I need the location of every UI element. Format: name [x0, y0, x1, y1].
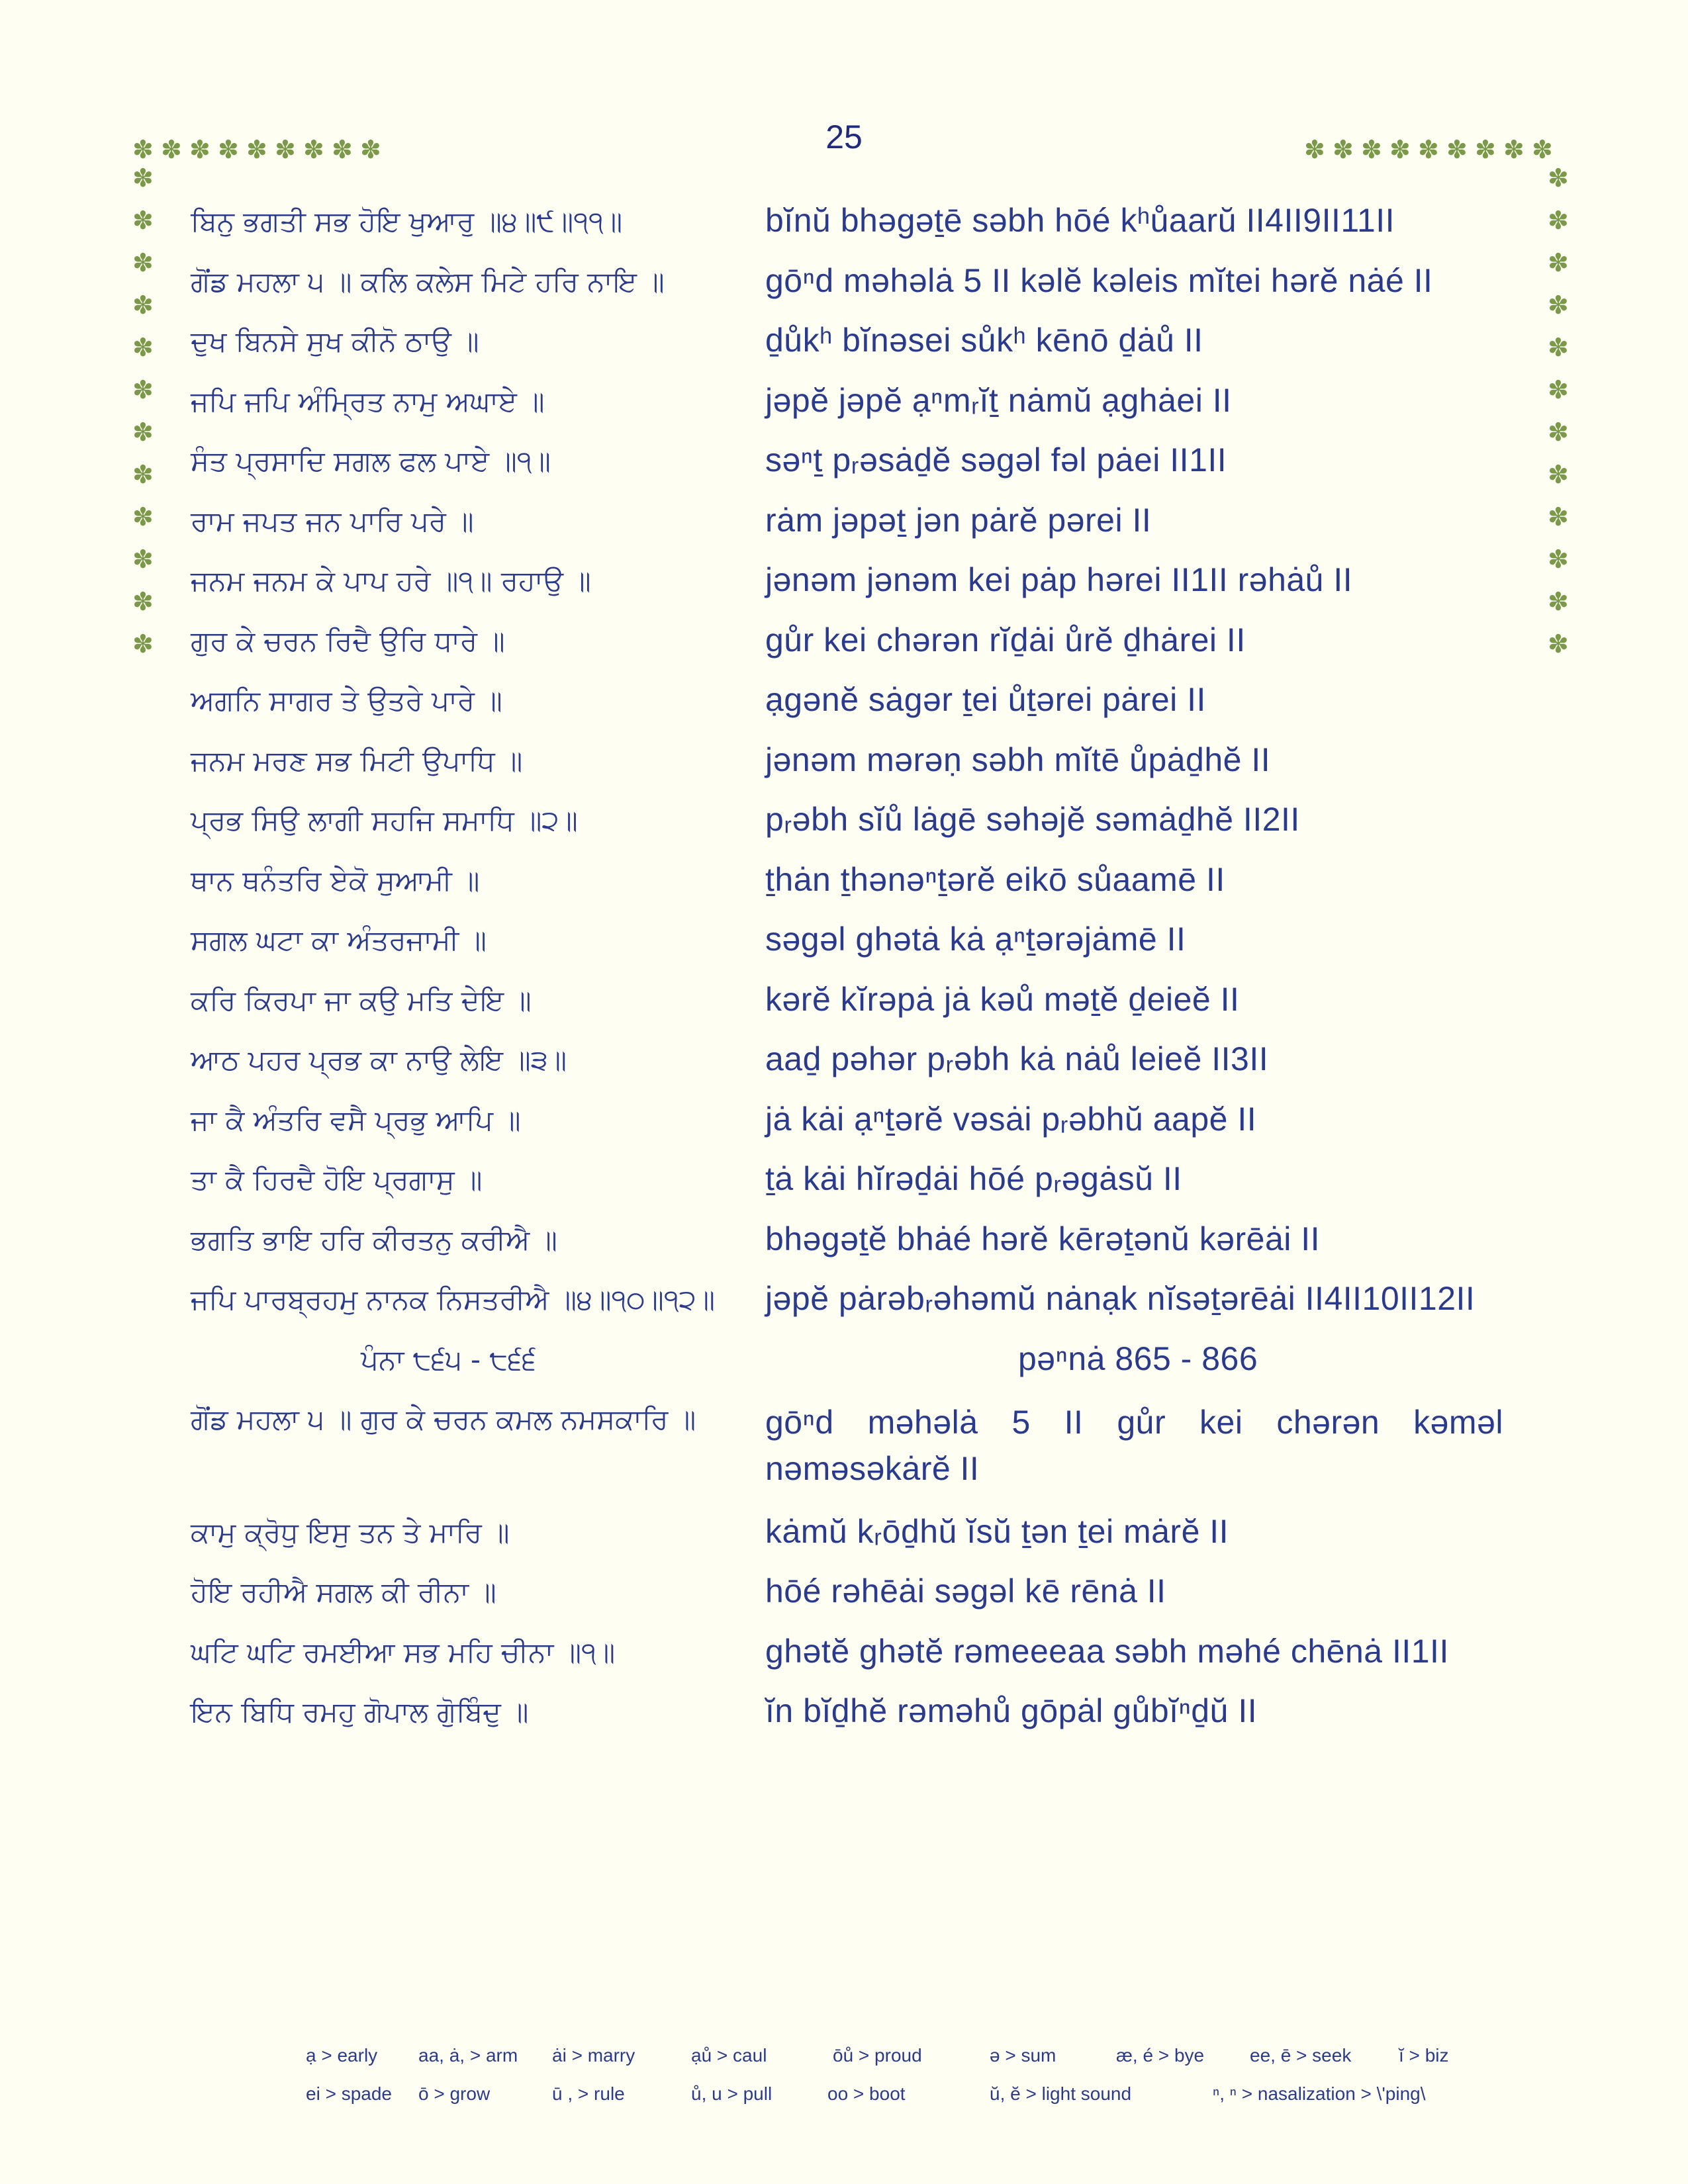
verse-line	[0, 981, 1688, 1037]
gurmukhi-text: ਇਨ ਬਿਧਿ ਰਮਹੁ ਗੋਪਾਲ ਗੋੁਬਿੰਦੁ ॥	[191, 1696, 529, 1728]
flower-ornament-icon: ✽	[1548, 248, 1569, 277]
flower-ornament-icon: ✽	[132, 291, 154, 320]
legend-item: aa, ȧ, > arm	[418, 2045, 518, 2066]
verse-line	[0, 1101, 1688, 1157]
gurmukhi-text: ਗੁਰ ਕੇ ਚਰਨ ਰਿਦੈ ਉਰਿ ਧਾਰੇ ॥	[191, 625, 505, 657]
flower-ornament-icon: ✽	[132, 206, 154, 235]
transliteration-text: ạgənĕ sȧgər ṯei ůṯərei pȧrei II	[765, 681, 1206, 718]
flower-ornament-icon: ✽	[1548, 460, 1569, 489]
gurmukhi-text: ਜਾ ਕੈ ਅੰਤਰਿ ਵਸੈ ਪ੍ਰਭੁ ਆਪਿ ॥	[191, 1104, 521, 1136]
flower-ornament-icon: ✽	[189, 135, 211, 164]
verse-line	[0, 1692, 1688, 1749]
flower-ornament-icon: ✽	[1475, 135, 1496, 164]
transliteration-text: gōⁿd məhəlȧ 5 II kəlĕ kəleis mĭtei hərĕ nȧé II	[765, 262, 1433, 299]
flower-ornament-icon: ✽	[218, 135, 239, 164]
verse-line	[0, 202, 1688, 258]
transliteration-text: bĭnŭ bhəgəṯē səbh hōé kʰůaarŭ II4II9II11II	[765, 202, 1395, 239]
flower-ornament-icon: ✽	[161, 135, 182, 164]
gurmukhi-text: ਜਨਮ ਮਰਣ ਸਭ ਮਿਟੀ ਉਪਾਧਿ ॥	[191, 745, 523, 777]
verse-line	[0, 921, 1688, 977]
legend-item: ū , > rule	[552, 2083, 625, 2104]
flower-ornament-icon: ✽	[1532, 135, 1553, 164]
gurmukhi-text: ਤਾ ਕੈ ਹਿਰਦੈ ਹੋਇ ਪ੍ਰਗਾਸੁ ॥	[191, 1163, 483, 1196]
transliteration-text: ĭn bĭḏhĕ rəməhů gōpȧl gůbĭⁿḏŭ II	[765, 1692, 1258, 1729]
flower-ornament-icon: ✽	[132, 629, 154, 659]
flower-ornament-icon: ✽	[1548, 629, 1569, 659]
flower-ornament-icon: ✽	[1304, 135, 1325, 164]
transliteration-text: jənəm jənəm kei pȧp hərei II1II rəhȧů II	[765, 561, 1353, 598]
gurmukhi-text: ਘਟਿ ਘਟਿ ਰਮਈਆ ਸਭ ਮਹਿ ਚੀਨਾ ॥੧॥	[191, 1636, 616, 1668]
flower-ornament-icon: ✽	[1548, 587, 1569, 616]
verse-line	[0, 1633, 1688, 1689]
flower-ornament-icon: ✽	[275, 135, 296, 164]
verse-line	[0, 681, 1688, 737]
legend-item: ə > sum	[990, 2045, 1056, 2066]
verse-line	[0, 441, 1688, 498]
gurmukhi-text: ਥਾਨ ਥਨੰਤਰਿ ਏਕੋ ਸੁਆਮੀ ॥	[191, 864, 480, 897]
flower-ornament-icon: ✽	[132, 248, 154, 277]
transliteration-text: kərĕ kĭrəpȧ jȧ kəů məṯĕ ḏeieĕ II	[765, 981, 1240, 1018]
legend-item: ōů > proud	[833, 2045, 922, 2066]
flower-ornament-icon: ✽	[1361, 135, 1382, 164]
flower-ornament-icon: ✽	[132, 163, 154, 193]
flower-ornament-icon: ✽	[1548, 206, 1569, 235]
flower-ornament-icon: ✽	[1503, 135, 1524, 164]
verse-line	[0, 801, 1688, 857]
gurmukhi-text: ਜਨਮ ਜਨਮ ਕੇ ਪਾਪ ਹਰੇ ॥੧॥ ਰਹਾਉ ॥	[191, 565, 591, 597]
flower-ornament-icon: ✽	[1548, 333, 1569, 362]
flower-ornament-icon: ✽	[303, 135, 324, 164]
flower-ornament-icon: ✽	[1548, 375, 1569, 404]
gurmukhi-text: ਆਠ ਪਹਰ ਪ੍ਰਭ ਕਾ ਨਾਉ ਲੇਇ ॥੩॥	[191, 1044, 567, 1076]
flower-ornament-icon: ✽	[132, 135, 154, 164]
verse-line	[0, 621, 1688, 678]
legend-item: ạů > caul	[691, 2045, 767, 2066]
transliteration-text: pəⁿnȧ 865 - 866	[1018, 1340, 1258, 1377]
gurmukhi-text: ਗੋਂਡ ਮਹਲਾ ੫ ॥ ਗੁਰ ਕੇ ਚਰਨ ਕਮਲ ਨਮਸਕਾਰਿ ॥	[191, 1403, 696, 1435]
legend-item: æ, é > bye	[1116, 2045, 1205, 2066]
gurmukhi-text: ਪ੍ਰਭ ਸਿਉ ਲਾਗੀ ਸਹਜਿ ਸਮਾਧਿ ॥੨॥	[191, 804, 578, 837]
gurmukhi-text: ਅਗਨਿ ਸਾਗਰ ਤੇ ਉਤਰੇ ਪਾਰੇ ॥	[191, 684, 502, 717]
gurmukhi-text: ਪੰਨਾ ੮੬੫ - ੮੬੬	[361, 1343, 536, 1376]
verse-line	[0, 1572, 1688, 1629]
gurmukhi-text: ਸਗਲ ਘਟਾ ਕਾ ਅੰਤਰਜਾਮੀ ॥	[191, 924, 487, 956]
gurmukhi-text: ਹੋਇ ਰਹੀਐ ਸਗਲ ਕੀ ਰੀਨਾ ॥	[191, 1576, 496, 1608]
gurmukhi-text: ਕਾਮੁ ਕ੍ਰੋਧੁ ਇਸੁ ਤਨ ਤੇ ਮਾਰਿ ॥	[191, 1516, 510, 1549]
legend-item: ee, ē > seek	[1250, 2045, 1352, 2066]
verse-line	[0, 1403, 1688, 1487]
verse-line	[0, 1040, 1688, 1097]
transliteration-text: jəpĕ pȧrəbᵣəhəmŭ nȧnạk nĭsəṯərēȧi II4II10II12II	[765, 1280, 1476, 1317]
legend-item: ĭ > biz	[1399, 2045, 1449, 2066]
legend-item: ō > grow	[418, 2083, 491, 2104]
flower-ornament-icon: ✽	[132, 333, 154, 362]
transliteration-text: aaḏ pəhər pᵣəbh kȧ nȧů leieĕ II3II	[765, 1040, 1269, 1077]
gurmukhi-text: ਗੋਂਡ ਮਹਲਾ ੫ ॥ ਕਲਿ ਕਲੇਸ ਮਿਟੇ ਹਰਿ ਨਾਇ ॥	[191, 265, 665, 298]
verse-line	[0, 262, 1688, 318]
legend-item: oo > boot	[827, 2083, 906, 2104]
verse-line	[0, 861, 1688, 917]
verse-line	[0, 1160, 1688, 1216]
verse-line	[0, 502, 1688, 558]
gurmukhi-text: ਦੁਖ ਬਿਨਸੇ ਸੁਖ ਕੀਨੋ ਠਾਉ ॥	[191, 325, 479, 357]
flower-ornament-icon: ✽	[246, 135, 267, 164]
verse-line	[0, 1513, 1688, 1569]
transliteration-text: kȧmŭ kᵣōḏhŭ ĭsŭ ṯən ṯei mȧrĕ II	[765, 1513, 1229, 1550]
transliteration-text: səgəl ghətȧ kȧ ạⁿṯərəjȧmē II	[765, 921, 1186, 958]
gurmukhi-text: ਬਿਨੁ ਭਗਤੀ ਸਭ ਹੋਇ ਖੁਆਰੁ ॥੪॥੯॥੧੧॥	[191, 205, 623, 238]
transliteration-text: ḏůkʰ bĭnəsei sůkʰ kēnō ḏȧů II	[765, 322, 1203, 359]
transliteration-text: ṯhȧn ṯhənəⁿṯərĕ eikō sůaamē II	[765, 861, 1225, 898]
transliteration-text: səⁿṯ pᵣəsȧḏĕ səgəl fəl pȧei II1II	[765, 441, 1227, 478]
legend-item: ů, u > pull	[691, 2083, 773, 2104]
transliteration-text: jəpĕ jəpĕ ạⁿmᵣĭṯ nȧmŭ ạghȧei II	[765, 382, 1232, 419]
flower-ornament-icon: ✽	[132, 545, 154, 574]
transliteration-text: hōé rəhēȧi səgəl kē rēnȧ II	[765, 1572, 1166, 1610]
gurmukhi-text: ਸੰਤ ਪ੍ਰਸਾਦਿ ਸਗਲ ਫਲ ਪਾਏ ॥੧॥	[191, 445, 551, 477]
legend-item: ạ > early	[306, 2045, 378, 2066]
gurmukhi-text: ਕਰਿ ਕਿਰਪਾ ਜਾ ਕਉ ਮਤਿ ਦੇਇ ॥	[191, 984, 532, 1017]
verse-line	[0, 1220, 1688, 1277]
verse-line	[0, 741, 1688, 797]
page-number: 25	[825, 118, 863, 156]
flower-ornament-icon: ✽	[1389, 135, 1411, 164]
flower-ornament-icon: ✽	[332, 135, 353, 164]
verse-line	[0, 322, 1688, 378]
legend-item: ŭ, ĕ > light sound	[990, 2083, 1132, 2104]
flower-ornament-icon: ✽	[1446, 135, 1468, 164]
flower-ornament-icon: ✽	[1548, 291, 1569, 320]
legend-item: ȧi > marry	[552, 2045, 635, 2066]
flower-ornament-icon: ✽	[132, 587, 154, 616]
flower-ornament-icon: ✽	[360, 135, 381, 164]
page-reference	[0, 1340, 1688, 1396]
transliteration-text: pᵣəbh sĭů lȧgē səhəjĕ səmȧḏhĕ II2II	[765, 801, 1300, 838]
gurmukhi-text: ਜਪਿ ਪਾਰਬ੍ਰਹਮੁ ਨਾਨਕ ਨਿਸਤਰੀਐ ॥੪॥੧੦॥੧੨॥	[191, 1283, 716, 1316]
legend-item: ⁿ, ⁿ > nasalization > \'ping\	[1213, 2083, 1426, 2104]
transliteration-text: jȧ kȧi ạⁿṯərĕ vəsȧi pᵣəbhŭ aapĕ II	[765, 1101, 1257, 1138]
flower-ornament-icon: ✽	[132, 502, 154, 531]
legend-item: ei > spade	[306, 2083, 392, 2104]
flower-ornament-icon: ✽	[132, 460, 154, 489]
verse-line	[0, 561, 1688, 617]
transliteration-text: rȧm jəpəṯ jən pȧrĕ pərei II	[765, 502, 1152, 539]
flower-ornament-icon: ✽	[1333, 135, 1354, 164]
flower-ornament-icon: ✽	[1418, 135, 1439, 164]
flower-ornament-icon: ✽	[132, 375, 154, 404]
verse-line	[0, 382, 1688, 438]
flower-ornament-icon: ✽	[1548, 545, 1569, 574]
transliteration-text: gůr kei chərən rĭḏȧi ůrĕ ḏhȧrei II	[765, 621, 1246, 659]
transliteration-text: ṯȧ kȧi hĭrəḏȧi hōé pᵣəgȧsŭ II	[765, 1160, 1182, 1197]
flower-ornament-icon: ✽	[1548, 163, 1569, 193]
flower-ornament-icon: ✽	[1548, 502, 1569, 531]
flower-ornament-icon: ✽	[1548, 418, 1569, 447]
gurmukhi-text: ਜਪਿ ਜਪਿ ਅੰਮ੍ਰਿਤ ਨਾਮੁ ਅਘਾਏ ॥	[191, 385, 545, 418]
transliteration-text: gōⁿd məhəlȧ 5 II gůr kei chərən kəməl nəməsəkȧrĕ II	[765, 1404, 1503, 1487]
gurmukhi-text: ਭਗਤਿ ਭਾਇ ਹਰਿ ਕੀਰਤਨੁ ਕਰੀਐ ॥	[191, 1224, 557, 1256]
transliteration-text: bhəgəṯĕ bhȧé hərĕ kērəṯənŭ kərēȧi II	[765, 1220, 1321, 1257]
verse-line	[0, 1280, 1688, 1336]
flower-ornament-icon: ✽	[132, 418, 154, 447]
transliteration-text: ghətĕ ghətĕ rəmeeeaa səbh məhé chēnȧ II1II	[765, 1633, 1449, 1670]
gurmukhi-text: ਰਾਮ ਜਪਤ ਜਨ ਪਾਰਿ ਪਰੇ ॥	[191, 505, 474, 537]
transliteration-text: jənəm mərəṇ səbh mĭtē ůpȧḏhĕ II	[765, 741, 1271, 778]
